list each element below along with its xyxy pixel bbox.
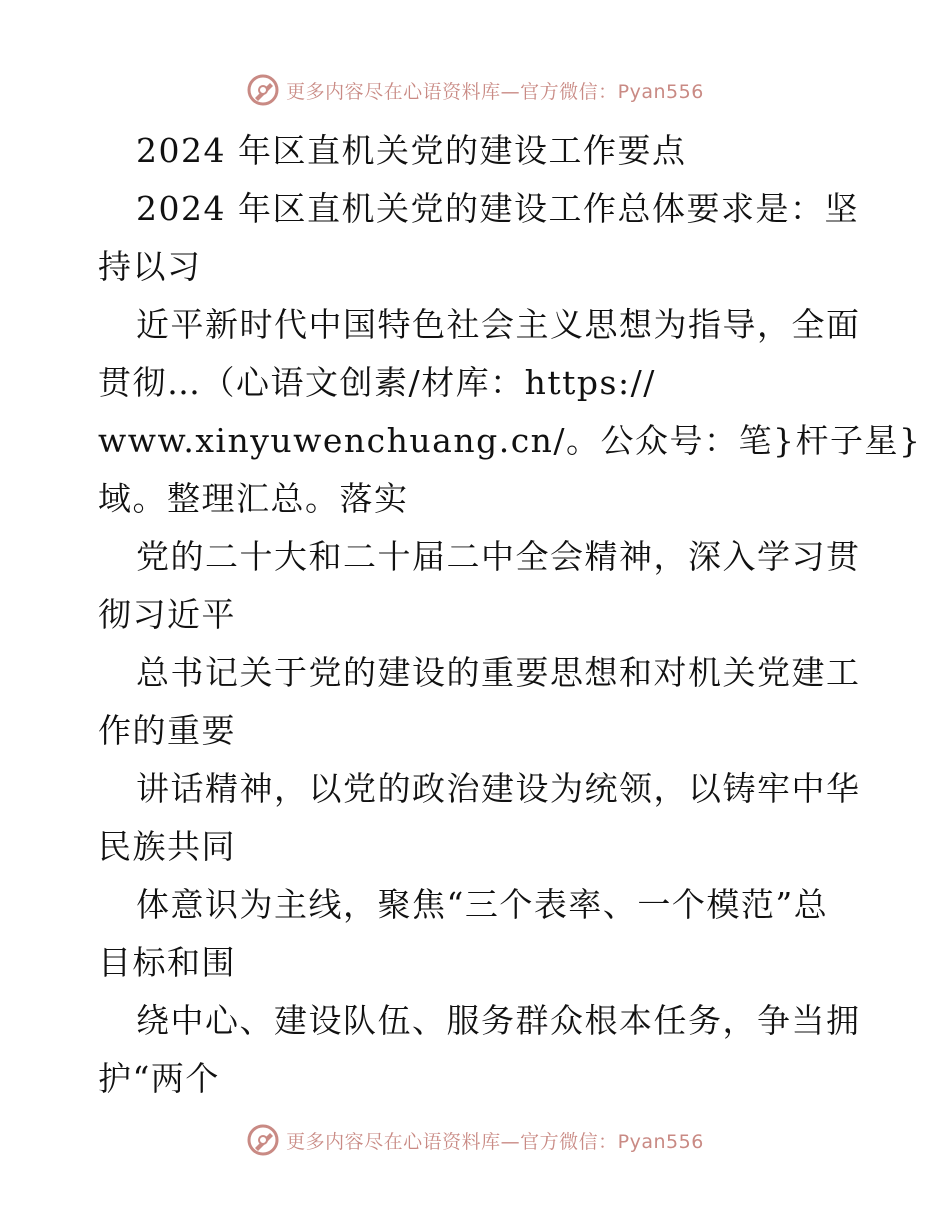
watermark-text: 更多内容尽在心语资料库—官方微信：Pyan556: [286, 80, 704, 103]
paragraph-line: 持以习: [98, 247, 202, 286]
document-body: [98, 122, 922, 1108]
paragraph-line: www.xinyuwenchuang.cn/。公众号：笔}杆子星}: [98, 421, 922, 460]
paragraph-line: 绕中心、建设队伍、服务群众根本任务，争当拥: [136, 1001, 861, 1040]
paragraph-line: 总书记关于党的建设的重要思想和对机关党建工: [136, 653, 861, 692]
paragraph-line: 党的二十大和二十届二中全会精神，深入学习贯: [136, 537, 861, 576]
paragraph-line: 目标和围: [98, 943, 236, 982]
watermark-text: 更多内容尽在心语资料库—官方微信：Pyan556: [286, 1130, 704, 1153]
paragraph-line: 讲话精神，以党的政治建设为统领，以铸牢中华: [136, 769, 861, 808]
paragraph-line: 近平新时代中国特色社会主义思想为指导，全面: [136, 305, 861, 344]
footer-watermark: [0, 1120, 950, 1160]
paragraph-line: 护“两个: [98, 1059, 220, 1098]
paragraph-line: 彻习近平: [98, 595, 236, 634]
paragraph-line: 体意识为主线，聚焦“三个表率、一个模范”总: [136, 885, 829, 924]
paragraph-line: 作的重要: [98, 711, 236, 750]
paragraph-line: 域。整理汇总。落实: [98, 479, 409, 518]
paragraph-line: 民族共同: [98, 827, 236, 866]
paragraph-line: 贯彻…（心语文创素/材库：https://: [98, 363, 656, 402]
document-title: 2024 年区直机关党的建设工作要点: [136, 131, 687, 170]
header-watermark: [0, 70, 950, 110]
pen-logo-icon: [246, 73, 280, 107]
paragraph-line: 2024 年区直机关党的建设工作总体要求是：坚: [136, 189, 859, 228]
pen-logo-icon: [246, 1123, 280, 1157]
